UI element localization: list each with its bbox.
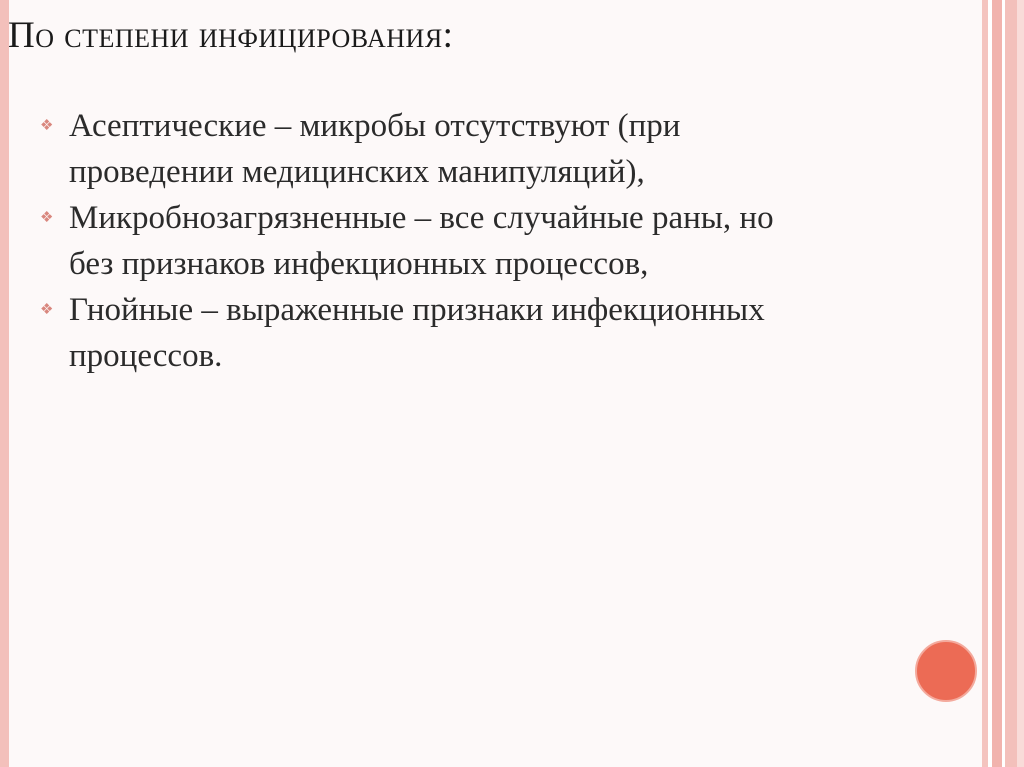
bullet-item bbox=[40, 103, 800, 195]
right-stripe bbox=[1005, 0, 1017, 767]
bullet-item bbox=[40, 195, 800, 287]
left-decorative-border bbox=[0, 0, 9, 767]
diamond-bullet-icon: ❖ bbox=[40, 210, 54, 226]
bullet-item bbox=[40, 287, 800, 379]
bullet-text: Асептические – микробы отсутствуют (при проведении медицинских манипуляций), bbox=[69, 108, 681, 190]
bullet-text: Микробнозагрязненные – все случайные раны, но без признаков инфекционных процессов, bbox=[69, 200, 774, 282]
decorative-circle bbox=[915, 640, 977, 702]
right-stripe bbox=[992, 0, 1002, 767]
diamond-bullet-icon: ❖ bbox=[40, 118, 54, 134]
bullet-text: Гнойные – выраженные признаки инфекционных процессов. bbox=[69, 292, 765, 374]
diamond-bullet-icon: ❖ bbox=[40, 302, 54, 318]
slide-title: По степени инфицирования: bbox=[8, 15, 454, 56]
right-stripe bbox=[1017, 0, 1024, 767]
bullet-list bbox=[40, 103, 800, 379]
